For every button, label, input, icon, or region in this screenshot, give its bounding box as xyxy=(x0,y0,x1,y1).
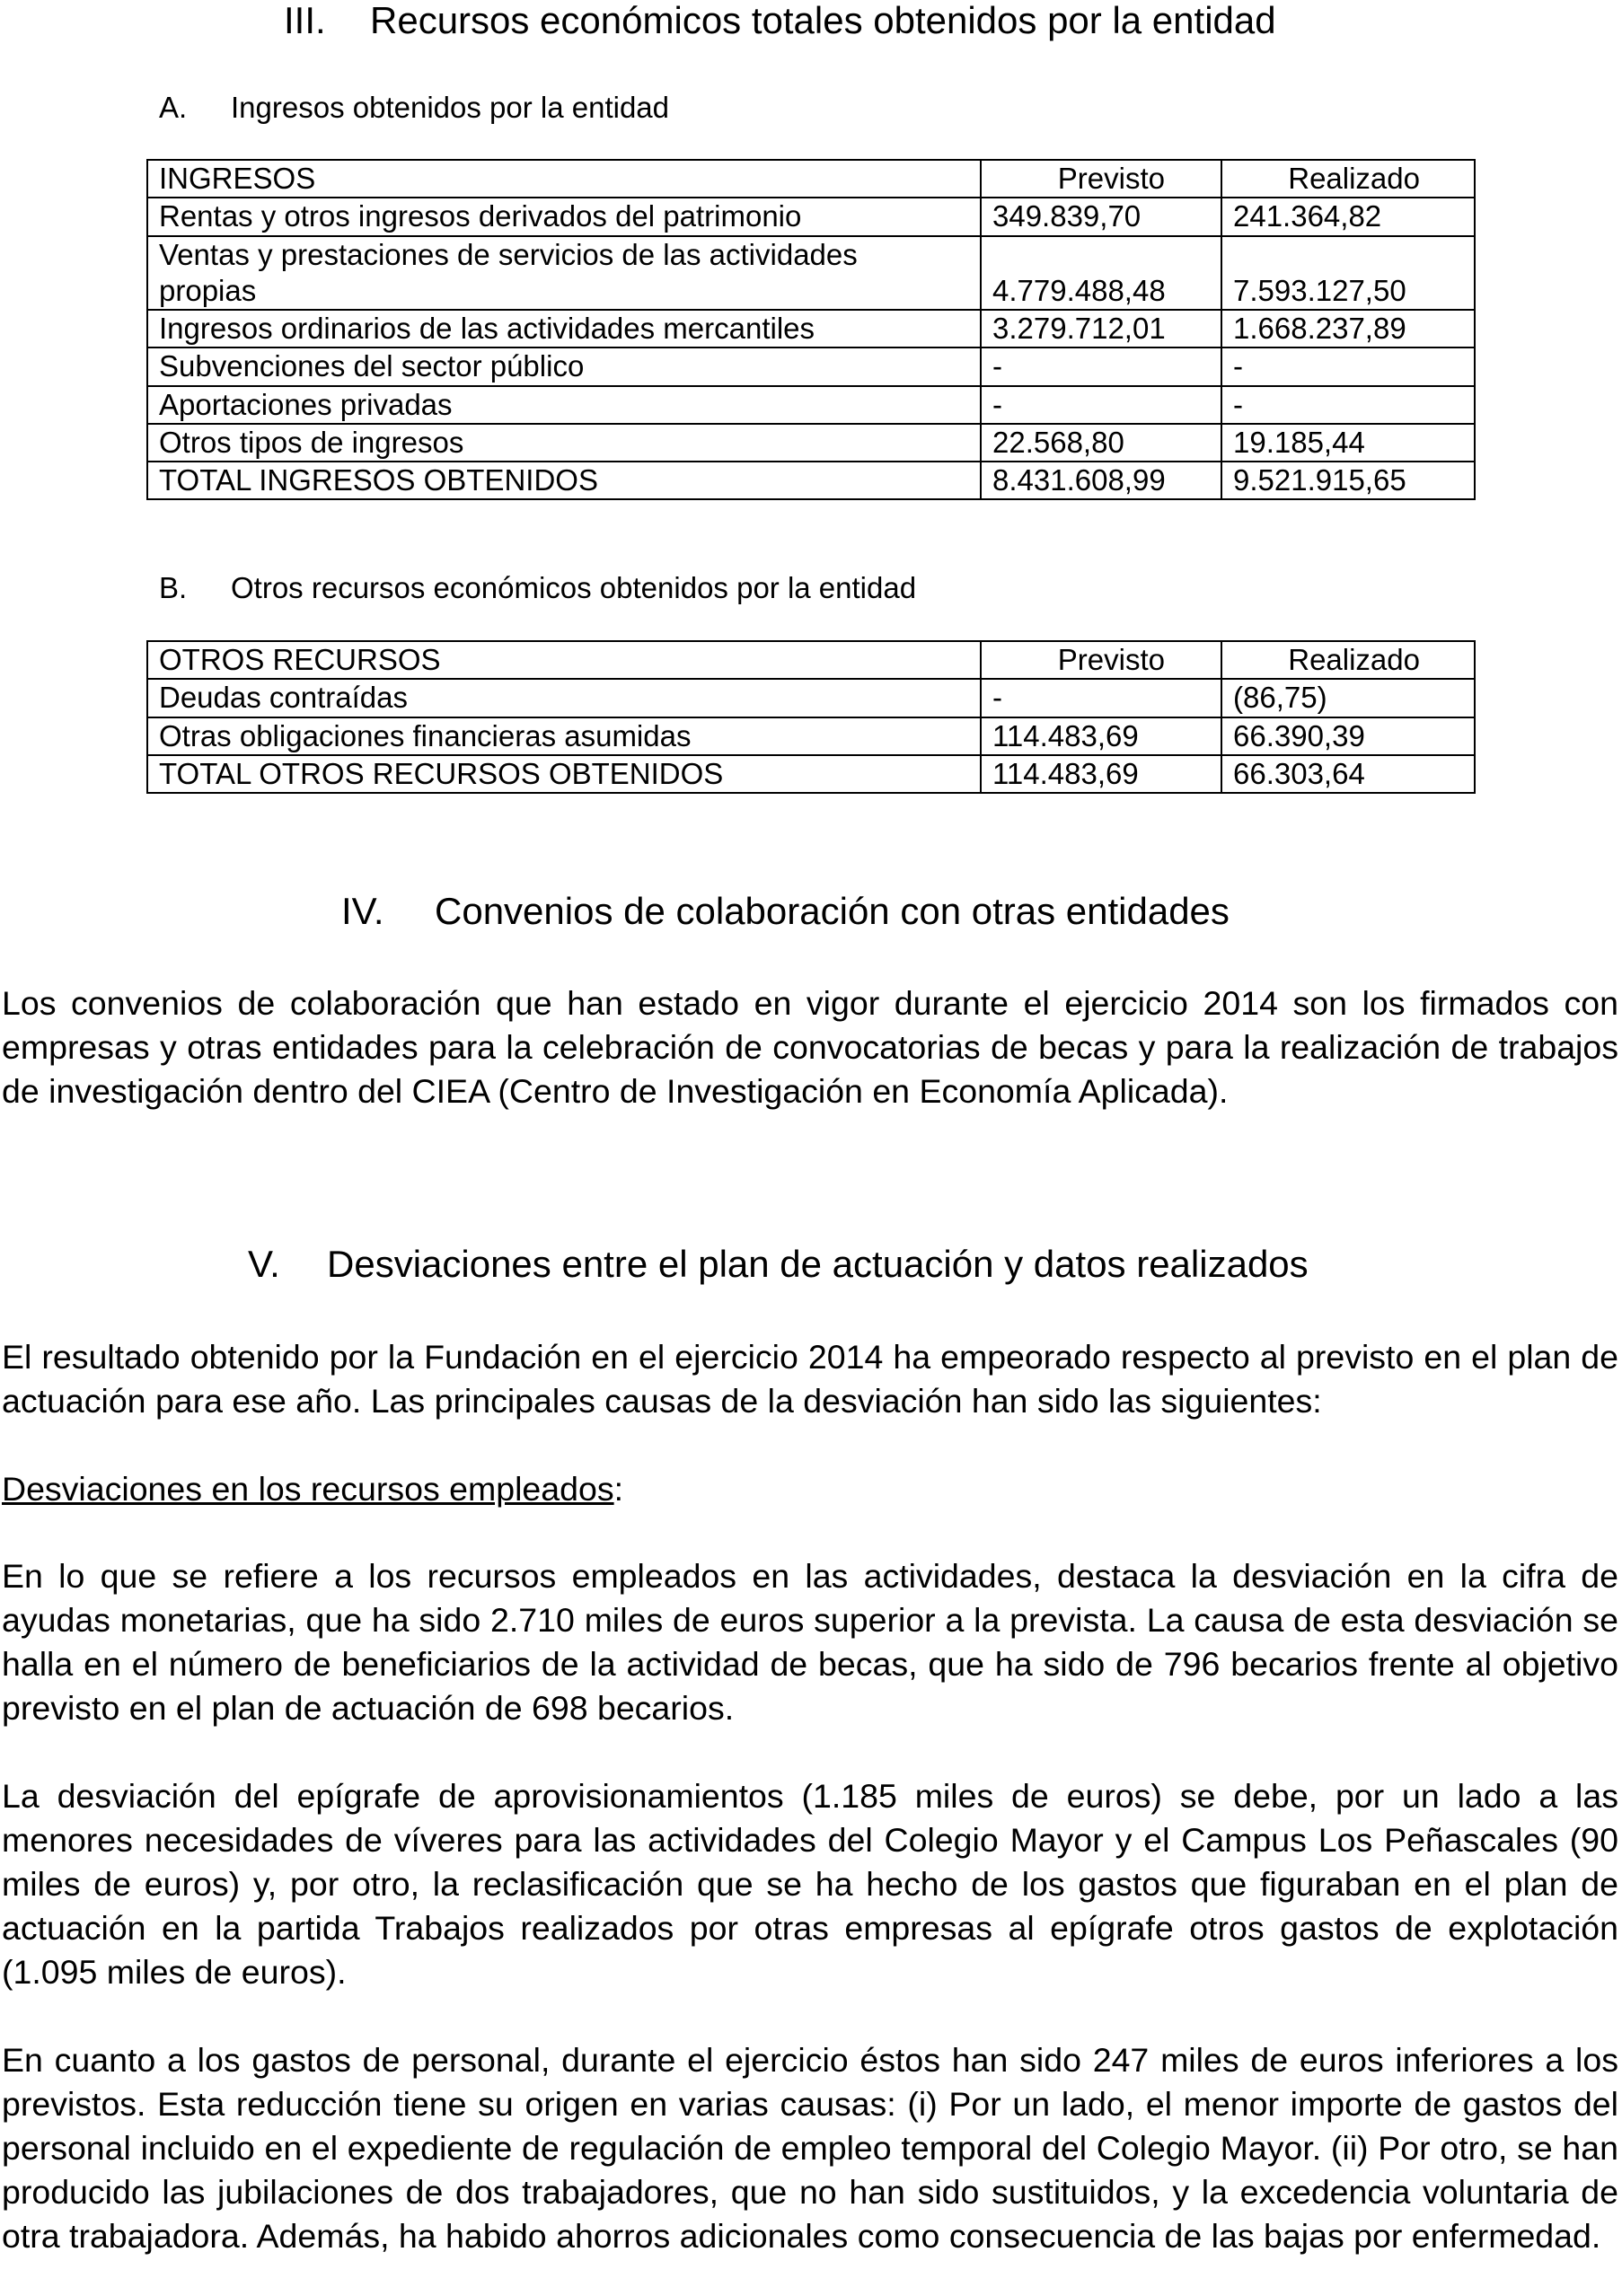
header-ingresos: INGRESOS xyxy=(147,160,981,198)
row-label: Subvenciones del sector público xyxy=(147,347,981,385)
row-realizado: 9.521.915,65 xyxy=(1221,462,1475,499)
row-previsto: 114.483,69 xyxy=(981,755,1221,793)
section-4-number: IV. xyxy=(341,890,384,932)
header-realizado: Realizado xyxy=(1221,160,1475,198)
table-total-row xyxy=(147,755,1475,793)
row-realizado: - xyxy=(1221,386,1475,424)
row-previsto: - xyxy=(981,347,1221,385)
row-label: TOTAL OTROS RECURSOS OBTENIDOS xyxy=(147,755,981,793)
row-previsto: 22.568,80 xyxy=(981,424,1221,462)
table-row xyxy=(147,198,1475,235)
subsection-a-letter: A. xyxy=(159,91,188,124)
section-5-paragraph-2: La desviación del epígrafe de aprovisionamientos (1.185 miles de euros) se debe, por un lado a las menores necesidades de víveres para las actividades del Colegio Mayor y el Campus Los Peñascales (90 miles de euros) y, por otro, la reclasificación que se ha hecho de los gastos que figuraban en el plan de actuación en la partida Trabajos realizados por otras empresas al epígrafe otros gastos de explotación (1.095 miles de euros). xyxy=(2,1777,1618,1991)
subsection-b-heading xyxy=(159,573,916,603)
row-label: Aportaciones privadas xyxy=(147,386,981,424)
table-header-row xyxy=(147,160,1475,198)
row-label: TOTAL INGRESOS OBTENIDOS xyxy=(147,462,981,499)
table-header-row xyxy=(147,641,1475,679)
subsection-a-heading xyxy=(159,92,669,122)
section-3-heading xyxy=(284,2,1276,40)
section-4-heading xyxy=(341,890,1230,932)
row-realizado: 7.593.127,50 xyxy=(1221,236,1475,311)
subsection-a-title: Ingresos obtenidos por la entidad xyxy=(231,91,670,124)
section-5-number: V. xyxy=(248,1243,280,1285)
row-realizado: (86,75) xyxy=(1221,679,1475,717)
table-row xyxy=(147,310,1475,347)
header-previsto: Previsto xyxy=(981,160,1221,198)
row-label: Otras obligaciones financieras asumidas xyxy=(147,717,981,755)
row-realizado: 66.303,64 xyxy=(1221,755,1475,793)
table-row xyxy=(147,424,1475,462)
row-previsto: 349.839,70 xyxy=(981,198,1221,235)
section-3-number: III. xyxy=(284,0,326,41)
row-label: Ventas y prestaciones de servicios de las actividades propias xyxy=(147,236,981,311)
row-previsto: 114.483,69 xyxy=(981,717,1221,755)
subsection-b-title: Otros recursos económicos obtenidos por la entidad xyxy=(231,571,917,604)
section-3-title: Recursos económicos totales obtenidos por la entidad xyxy=(370,0,1276,41)
section-5-subheading xyxy=(2,1467,1618,1511)
table-row xyxy=(147,717,1475,755)
row-label: Otros tipos de ingresos xyxy=(147,424,981,462)
section-5-title: Desviaciones entre el plan de actuación y datos realizados xyxy=(327,1243,1309,1285)
section-5-intro: El resultado obtenido por la Fundación en el ejercicio 2014 ha empeorado respecto al previsto en el plan de actuación para ese año. Las principales causas de la desviación han sido las siguientes: xyxy=(2,1338,1618,1420)
row-label: Ingresos ordinarios de las actividades mercantiles xyxy=(147,310,981,347)
section-4-paragraph: Los convenios de colaboración que han estado en vigor durante el ejercicio 2014 son los firmados con empresas y otras entidades para la celebración de convocatorias de becas y para la realización de trabajos de investigación dentro del CIEA (Centro de Investigación en Economía Aplicada). xyxy=(2,984,1618,1110)
row-realizado: 19.185,44 xyxy=(1221,424,1475,462)
table-total-row xyxy=(147,462,1475,499)
row-previsto: - xyxy=(981,386,1221,424)
header-realizado: Realizado xyxy=(1221,641,1475,679)
row-realizado: 66.390,39 xyxy=(1221,717,1475,755)
subheading-colon: : xyxy=(613,1470,624,1508)
subheading-text: Desviaciones en los recursos empleados xyxy=(2,1470,614,1508)
subsection-b-letter: B. xyxy=(159,571,188,604)
row-realizado: - xyxy=(1221,347,1475,385)
otros-recursos-table xyxy=(146,640,1476,794)
row-previsto: 4.779.488,48 xyxy=(981,236,1221,311)
table-row xyxy=(147,679,1475,717)
row-previsto: - xyxy=(981,679,1221,717)
section-5-paragraph-1: En lo que se refiere a los recursos empleados en las actividades, destaca la desviación en la cifra de ayudas monetarias, que ha sido 2.710 miles de euros superior a la prevista. La causa de esta desviación se halla en el número de beneficiarios de la actividad de becas, que ha sido de 796 becarios frente al objetivo previsto en el plan de actuación de 698 becarios. xyxy=(2,1557,1618,1727)
row-label: Rentas y otros ingresos derivados del patrimonio xyxy=(147,198,981,235)
section-5-heading xyxy=(248,1245,1309,1283)
header-otros-recursos: OTROS RECURSOS xyxy=(147,641,981,679)
row-label: Deudas contraídas xyxy=(147,679,981,717)
row-previsto: 3.279.712,01 xyxy=(981,310,1221,347)
table-row xyxy=(147,236,1475,311)
row-previsto: 8.431.608,99 xyxy=(981,462,1221,499)
section-5-paragraph-3: En cuanto a los gastos de personal, durante el ejercicio éstos han sido 247 miles de euros inferiores a los previstos. Esta reducción tiene su origen en varias causas: (i) Por un lado, el menor importe de gastos del personal incluido en el expediente de regulación de empleo temporal del Colegio Mayor. (ii) Por otro, se han producido las jubilaciones de dos trabajadores, que no han sido sustituidos, y la excedencia voluntaria de otra trabajadora. Además, ha habido ahorros adicionales como consecuencia de las bajas por enfermedad. xyxy=(2,2041,1618,2255)
row-realizado: 1.668.237,89 xyxy=(1221,310,1475,347)
row-realizado: 241.364,82 xyxy=(1221,198,1475,235)
header-previsto: Previsto xyxy=(981,641,1221,679)
ingresos-table xyxy=(146,159,1476,500)
table-row xyxy=(147,386,1475,424)
table-row xyxy=(147,347,1475,385)
section-4-title: Convenios de colaboración con otras entidades xyxy=(435,890,1230,932)
